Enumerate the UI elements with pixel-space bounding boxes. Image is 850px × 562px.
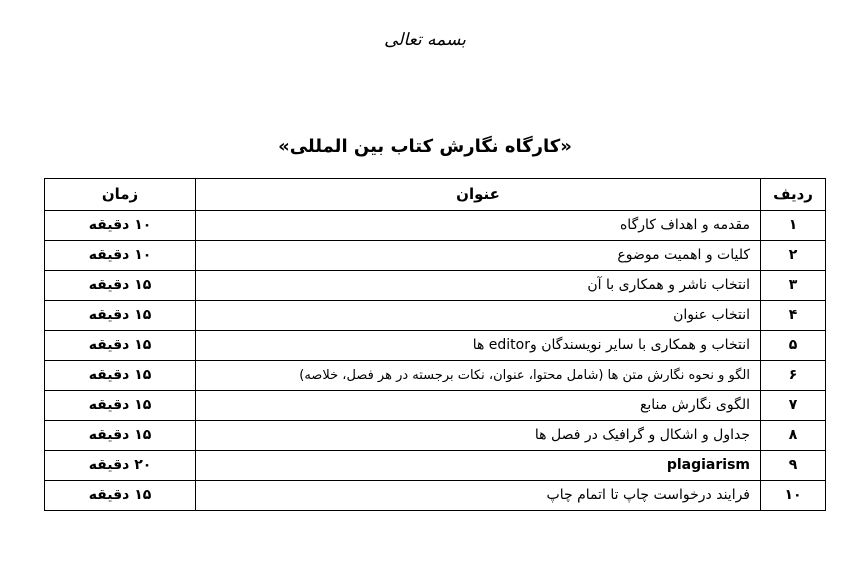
row-number: ۹	[761, 451, 826, 481]
row-duration: ۱۵ دقیقه	[45, 271, 196, 301]
row-duration: ۱۰ دقیقه	[45, 241, 196, 271]
row-number: ۱	[761, 211, 826, 241]
table-row	[45, 361, 826, 391]
row-subject: الگو و نحوه نگارش متن ها (شامل محتوا، عنوان، نکات برجسته در هر فصل، خلاصه)	[196, 361, 761, 391]
row-duration: ۱۵ دقیقه	[45, 331, 196, 361]
row-subject: جداول و اشکال و گرافیک در فصل ها	[196, 421, 761, 451]
column-header-time: زمان	[45, 179, 196, 211]
row-number: ۳	[761, 271, 826, 301]
row-duration: ۱۰ دقیقه	[45, 211, 196, 241]
row-duration: ۱۵ دقیقه	[45, 421, 196, 451]
row-number: ۶	[761, 361, 826, 391]
row-subject: انتخاب ناشر و همکاری با آن	[196, 271, 761, 301]
row-duration: ۱۵ دقیقه	[45, 361, 196, 391]
table-row	[45, 451, 826, 481]
row-subject: انتخاب عنوان	[196, 301, 761, 331]
row-duration: ۱۵ دقیقه	[45, 301, 196, 331]
table-row	[45, 481, 826, 511]
table-row	[45, 241, 826, 271]
row-subject: مقدمه و اهداف کارگاه	[196, 211, 761, 241]
table-row	[45, 271, 826, 301]
table-header-row	[45, 179, 826, 211]
table-row	[45, 391, 826, 421]
row-subject: کلیات و اهمیت موضوع	[196, 241, 761, 271]
row-subject: فرایند درخواست چاپ تا اتمام چاپ	[196, 481, 761, 511]
row-number: ۴	[761, 301, 826, 331]
row-number: ۱۰	[761, 481, 826, 511]
invocation-heading: بسمه تعالی	[384, 30, 466, 50]
row-duration: ۱۵ دقیقه	[45, 481, 196, 511]
row-number: ۸	[761, 421, 826, 451]
row-number: ۲	[761, 241, 826, 271]
page-title: «کارگاه نگارش کتاب بین المللی»	[278, 136, 572, 157]
row-number: ۵	[761, 331, 826, 361]
row-number: ۷	[761, 391, 826, 421]
row-duration: ۲۰ دقیقه	[45, 451, 196, 481]
column-header-subject: عنوان	[196, 179, 761, 211]
table-row	[45, 301, 826, 331]
row-subject: الگوی نگارش منابع	[196, 391, 761, 421]
row-duration: ۱۵ دقیقه	[45, 391, 196, 421]
table-row	[45, 421, 826, 451]
row-subject: انتخاب و همکاری با سایر نویسندگان وeditor ها	[196, 331, 761, 361]
workshop-schedule-table	[44, 178, 826, 511]
table-row	[45, 331, 826, 361]
table-row	[45, 211, 826, 241]
column-header-row-number: ردیف	[761, 179, 826, 211]
row-subject: plagiarism	[196, 451, 761, 481]
